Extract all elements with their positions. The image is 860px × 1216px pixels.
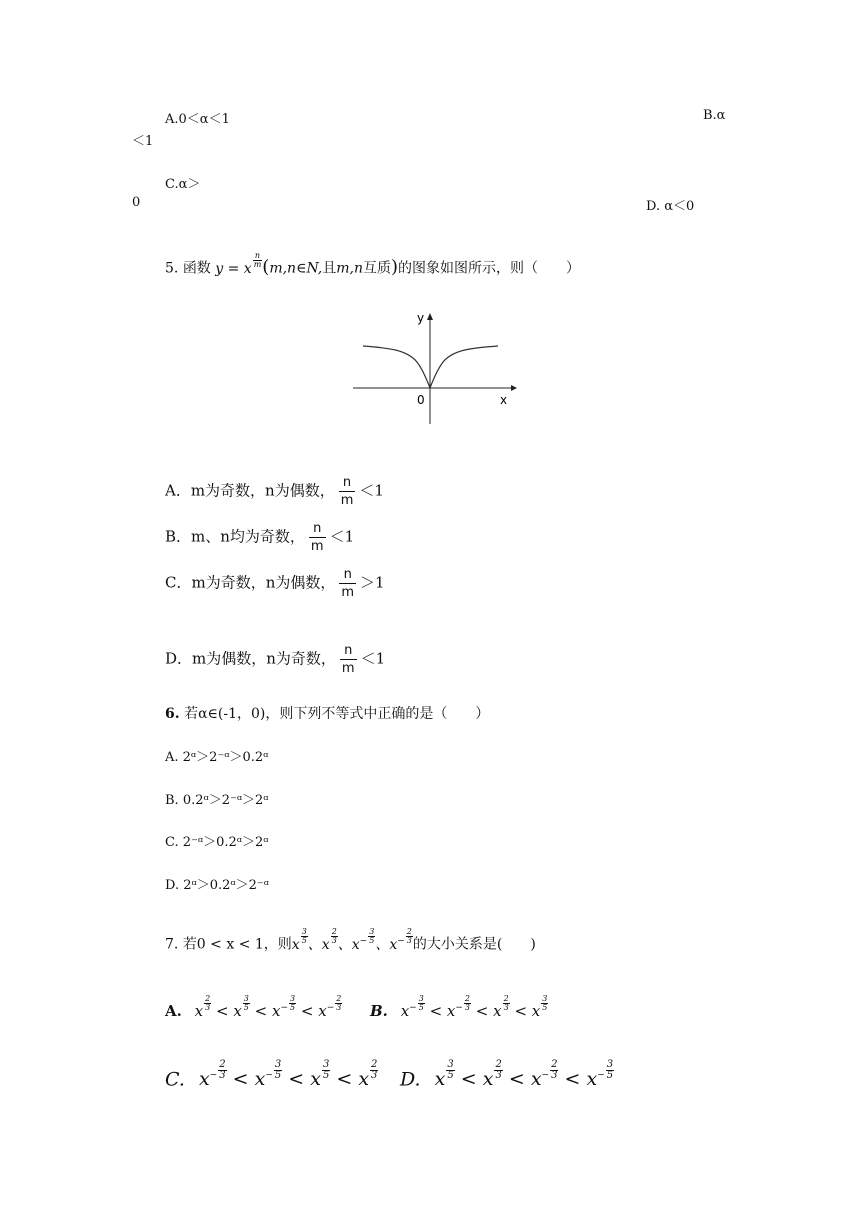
q5-option-b: B．m、n均为奇数， $\frac{n}{m}$ ＜1 bbox=[165, 521, 355, 554]
curve-left bbox=[363, 346, 430, 388]
q6-option-a: A. 2ᵅ＞2⁻ᵅ＞0.2ᵅ bbox=[165, 750, 269, 765]
q4-option-c: C.α＞ bbox=[165, 177, 201, 192]
q6-stem-text: 若α∈(-1，0)，则下列不等式中正确的是（ ） bbox=[184, 706, 490, 722]
q6-stem bbox=[165, 703, 489, 723]
q7-stem bbox=[165, 928, 536, 954]
q4-option-d: D. α＜0 bbox=[646, 199, 695, 214]
q7-expressions: x $\frac{3}{5}$ 、x $\frac{2}{3}$ 、x− $\frac{3}{5}$ 、x− $\frac{2}{3}$ bbox=[291, 927, 412, 953]
q7-option-a: A. x $\frac{2}{3}$ < x $\frac{3}{5}$ < x− $\frac{3}{5}$ < x− $\frac{2}{3}$ bbox=[165, 994, 342, 1020]
x-axis-arrow bbox=[511, 385, 517, 391]
q4-option-b-cont: ＜1 bbox=[132, 134, 154, 149]
curve-right bbox=[430, 346, 498, 388]
q5-prefix: 函数 bbox=[182, 260, 211, 277]
y-label: y bbox=[417, 311, 425, 325]
q7-option-c: C. x− $\frac{2}{3}$ < x− $\frac{3}{5}$ < x $\frac{3}{5}$ < x $\frac{2}{3}$ bbox=[165, 1059, 378, 1091]
origin-label: 0 bbox=[417, 393, 425, 407]
q5-formula: y = x $\frac{n}{m}$ bbox=[215, 251, 262, 277]
q7-option-d: D. x $\frac{3}{5}$ < x $\frac{2}{3}$ < x− $\frac{2}{3}$ < x− $\frac{3}{5}$ bbox=[400, 1059, 614, 1091]
q5-option-c: C．m为奇数，n为偶数， $\frac{n}{m}$ ＞1 bbox=[165, 567, 385, 600]
q4-option-c-cont: 0 bbox=[132, 195, 141, 210]
q7-stem-suffix: 的大小关系是( ) bbox=[412, 936, 536, 953]
q5-graph bbox=[345, 308, 520, 428]
q5-option-a: A．m为奇数，n为偶数， $\frac{n}{m}$ ＜1 bbox=[165, 475, 384, 508]
q4-option-b: B.α bbox=[703, 108, 726, 123]
q7-option-b: B. x− $\frac{3}{5}$ < x− $\frac{2}{3}$ < x $\frac{2}{3}$ < x $\frac{3}{5}$ bbox=[370, 994, 548, 1020]
x-label: x bbox=[500, 393, 508, 407]
q5-stem: 5. 函数 y = x $\frac{n}{m}$ (m,n∈N,且m,n互质)的图象如图所示，则（ ） bbox=[165, 251, 581, 278]
q6-option-c: C. 2⁻ᵅ＞0.2ᵅ＞2ᵅ bbox=[165, 835, 269, 850]
y-axis-arrow bbox=[427, 313, 433, 320]
q5-suffix: 的图象如图所示，则（ ） bbox=[398, 260, 581, 277]
q7-stem-prefix: 若0 < x < 1，则 bbox=[182, 936, 292, 953]
q5-option-d: D．m为偶数，n为奇数， $\frac{n}{m}$ ＜1 bbox=[165, 643, 386, 676]
q5-number: 5. bbox=[165, 260, 179, 277]
q4-option-a: A.0＜α＜1 bbox=[165, 112, 230, 127]
q6-number: 6. bbox=[165, 706, 180, 722]
q7-number: 7. bbox=[165, 936, 179, 953]
q6-option-d: D. 2ᵅ＞0.2ᵅ＞2⁻ᵅ bbox=[165, 878, 269, 893]
q6-option-b: B. 0.2ᵅ＞2⁻ᵅ＞2ᵅ bbox=[165, 793, 269, 808]
